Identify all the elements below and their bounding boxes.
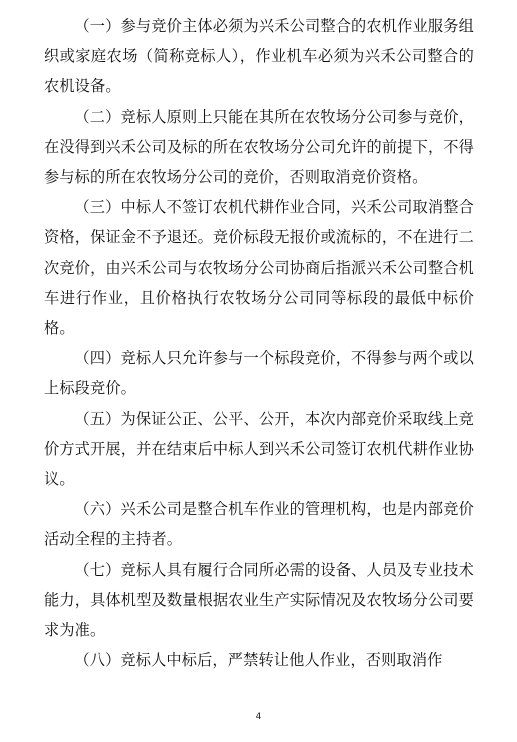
clause-3: （三）中标人不签订农机代耕作业合同，兴禾公司取消整合资格，保证金不予退还。竞价标段无报价或流标的，不在进行二次竞价，由兴禾公司与农牧场分公司协商后指派兴禾公司整合机车进行作业，且价格执行农牧场分公司同等标段的最低中标价格。 [44,198,474,338]
document-body [44,11,474,675]
clause-2: （二）竞标人原则上只能在其所在农牧场分公司参与竞价，在没得到兴禾公司及标的所在农牧场分公司允许的前提下，不得参与标的所在农牧场分公司的竞价，否则取消竞价资格。 [44,107,474,187]
clause-1: （一）参与竞价主体必须为兴禾公司整合的农机作业服务组织或家庭农场（简称竞标人），作业机车必须为兴禾公司整合的农机设备。 [44,17,474,96]
page-number: 4 [255,712,262,722]
clause-8: （八）竞标人中标后，严禁转让他人作业，否则取消作 [74,651,443,670]
clause-6: （六）兴禾公司是整合机车作业的管理机构，也是内部竞价活动全程的主持者。 [44,500,474,549]
clause-5: （五）为保证公正、公平、公开，本次内部竞价采取线上竞价方式开展，并在结束后中标人到兴禾公司签订农机代耕作业协议。 [44,409,474,489]
clause-7: （七）竞标人具有履行合同所必需的设备、人员及专业技术能力，具体机型及数量根据农业生产实际情况及农牧场分公司要求为准。 [44,560,474,640]
clause-4: （四）竞标人只允许参与一个标段竞价，不得参与两个或以上标段竞价。 [44,349,474,398]
